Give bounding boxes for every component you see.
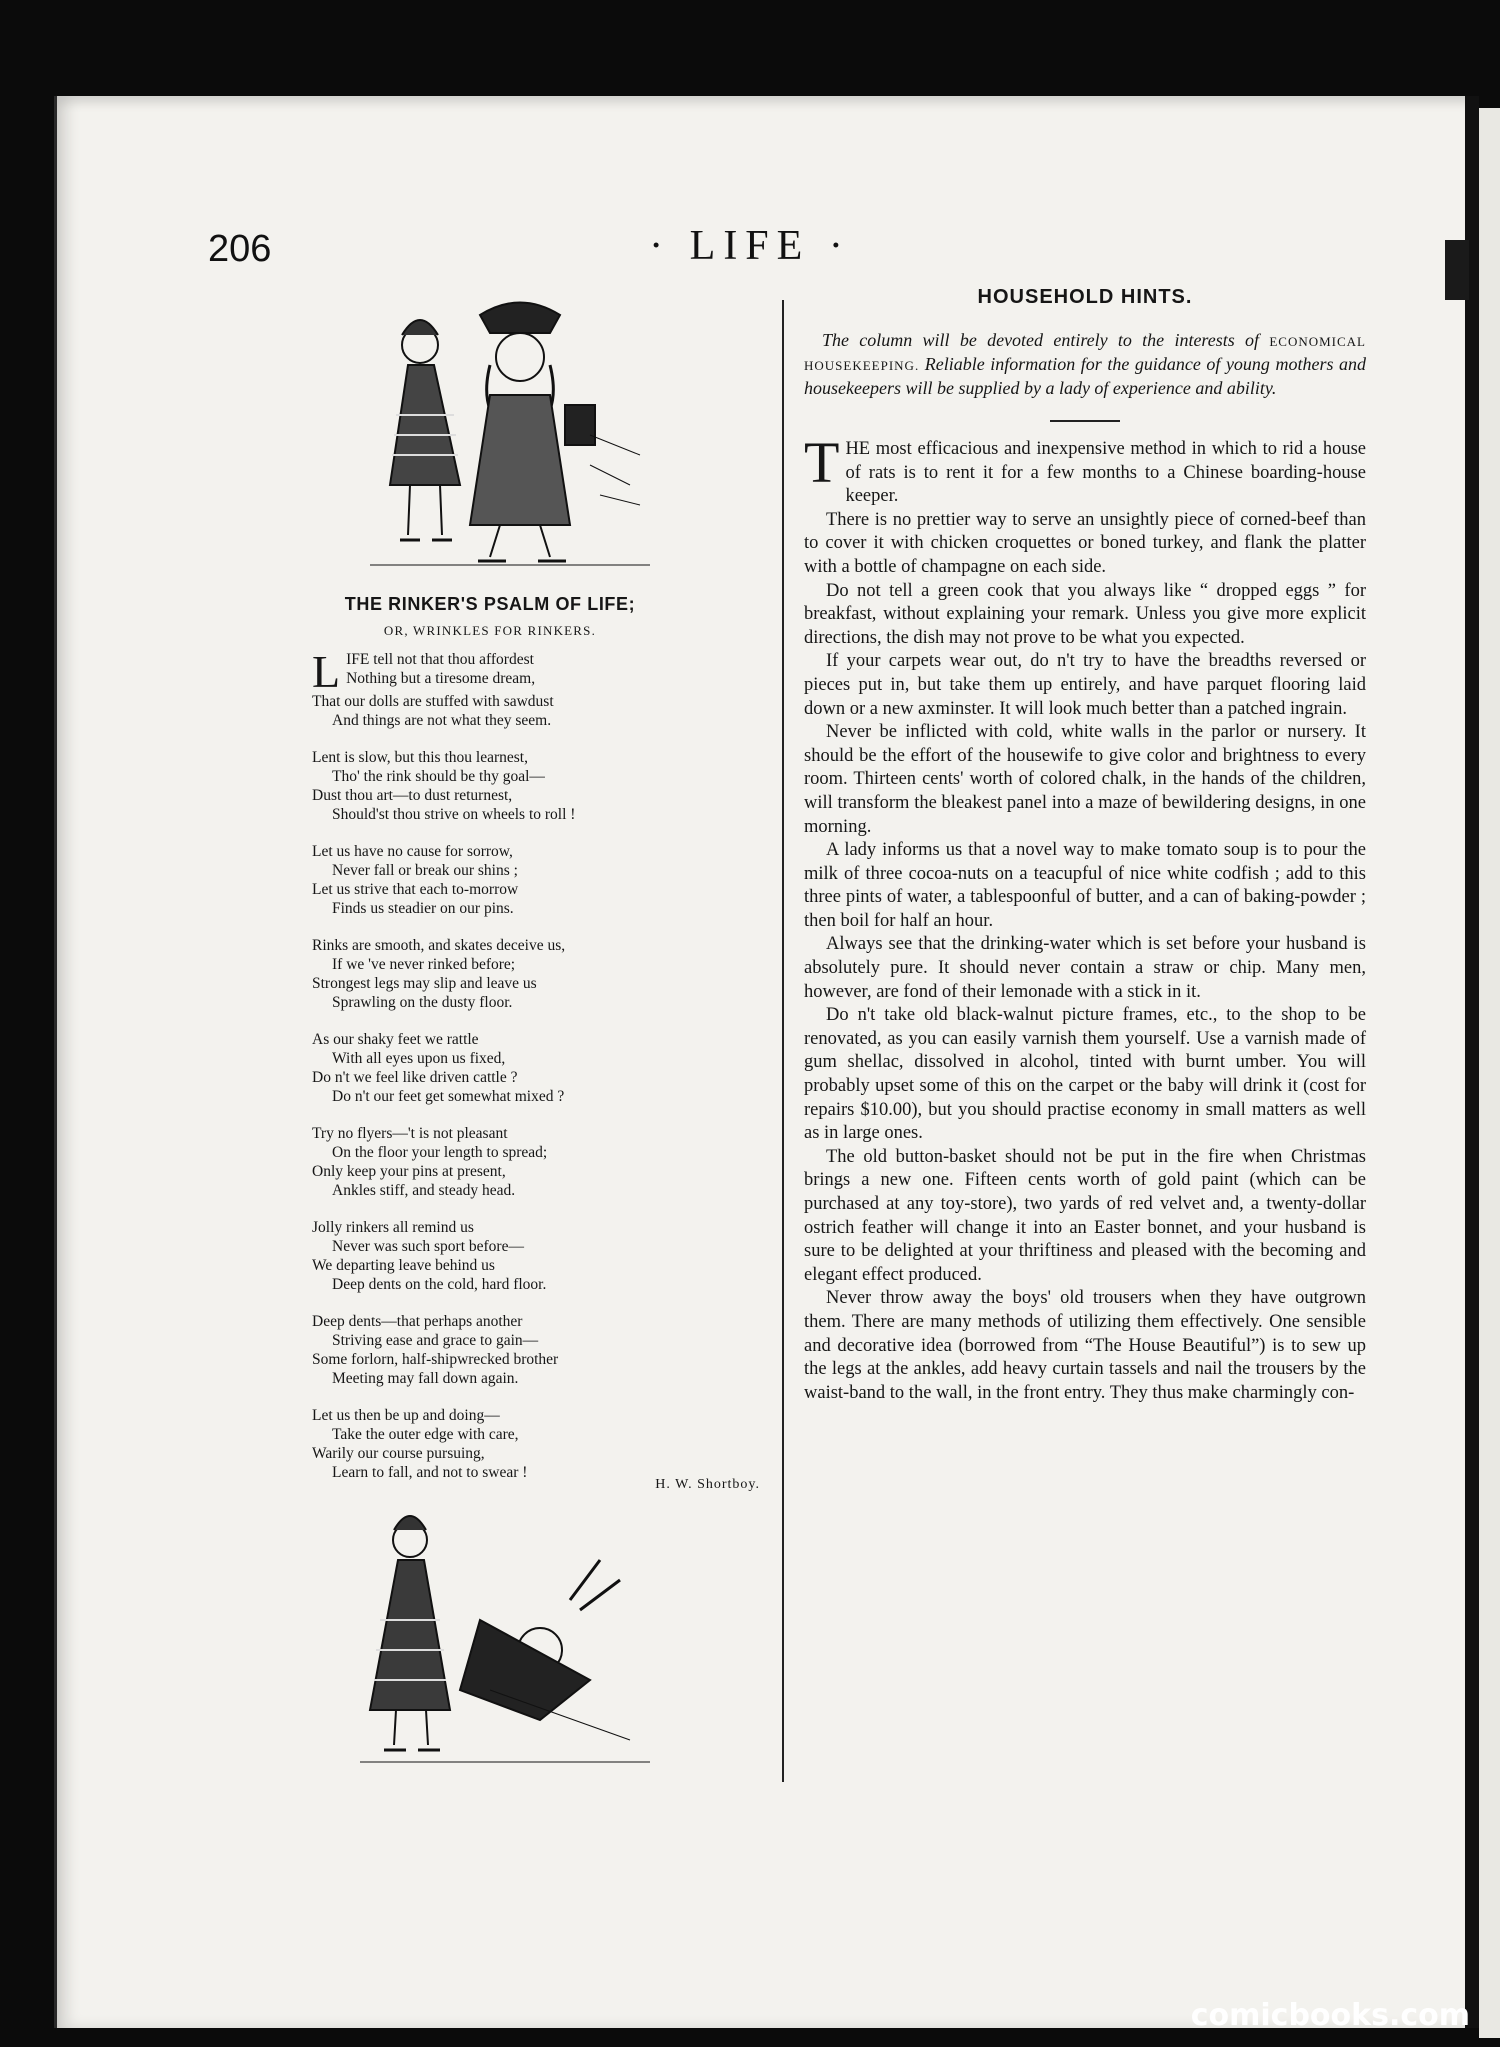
poem-line: Never was such sport before— [332, 1238, 524, 1255]
poem-stanza [312, 936, 772, 1012]
poem-stanza [312, 1312, 772, 1388]
poem-line: That our dolls are stuffed with sawdust [312, 693, 554, 710]
poem-line: As our shaky feet we rattle [312, 1031, 479, 1048]
poem-line: Take the outer edge with care, [332, 1426, 519, 1443]
section-heading: HOUSEHOLD HINTS. [977, 286, 1193, 308]
masthead-title: · LIFE · [649, 223, 851, 269]
article-paragraph: There is no prettier way to serve an unsightly piece of corned-beef than to cover it with chicken croquettes or boned turkey, and flank the platter with a bottle of champagne on each side. [804, 509, 1366, 577]
poem-line: Meeting may fall down again. [332, 1370, 519, 1387]
article-paragraph: Always see that the drinking-water which is set before your husband is absolutely pure. It should never contain a straw or chip. Many men, however, are fond of their lemonade with a stick in it. [804, 934, 1366, 1002]
poem-body [312, 646, 772, 1500]
poem-line: Lent is slow, but this thou learnest, [312, 749, 528, 766]
article-paragraph: Never be inflicted with cold, white walls in the parlor or nursery. It should be the effort of the housewife to give color and brightness to every room. Thirteen cents' worth of colored chalk, in the hands of the children, will transform the bleakest panel into a maze of bewildering designs, in one morning. [804, 722, 1366, 837]
page-number: 206 [208, 228, 272, 270]
poem-line: Sprawling on the dusty floor. [332, 994, 513, 1011]
poem-line: Finds us steadier on our pins. [332, 900, 514, 917]
poem-line: Deep dents—that perhaps another [312, 1313, 523, 1330]
poem-line: If we 've never rinked before; [332, 956, 516, 973]
article-paragraph: If your carpets wear out, do n't try to have the breadths reversed or pieces put in, but take them up entirely, and have parquet flooring laid down or a new axminster. It will look much better than a patched ingrain. [804, 651, 1366, 719]
poem-stanza [312, 1030, 772, 1106]
site-watermark: comicbooks.com [1190, 1998, 1470, 2033]
poem-stanza [312, 748, 772, 824]
poem-line: Never fall or break our shins ; [332, 862, 518, 879]
poem-author-signature: H. W. Shortboy. [655, 1477, 760, 1492]
poem-line: Striving ease and grace to gain— [332, 1332, 539, 1349]
skating-couple-illustration [350, 295, 670, 585]
article-paragraph: A lady informs us that a novel way to make tomato soup is to pour the milk of three cocoa-nuts on a teacupful of nice white codfish ; add to this three pints of water, a tablespoonful of butter, and a can of baking-powder ; then boil for half an hour. [804, 840, 1366, 931]
poem-subtitle: OR, WRINKLES FOR RINKERS. [383, 623, 597, 638]
article-paragraph: The old button-basket should not be put in the fire when Christmas brings a new one. Fifteen cents worth of gold paint (which can be purchased at any toy-store), two yards of red velvet and, a twenty-dollar ostrich feather will change it into an Easter bonnet, and your husband is sure to be delighted at your thriftiness and pleased with the becoming and elegant effect produced. [804, 1146, 1366, 1285]
facing-page-letter-fragment [1445, 240, 1469, 300]
poem-line: Deep dents on the cold, hard floor. [332, 1276, 547, 1293]
binding-gutter [1465, 96, 1479, 2028]
poem-line: We departing leave behind us [312, 1257, 495, 1274]
section-rule [1050, 420, 1120, 422]
drop-cap: L [312, 646, 341, 697]
intro-text: Reliable information for the guidance of young mothers and housekeepers will be supplied by a lady of experience and ability. [804, 354, 1367, 398]
drop-cap: T [804, 430, 840, 495]
poem-line: Let us have no cause for sorrow, [312, 843, 513, 860]
poem-line: Only keep your pins at present, [312, 1163, 506, 1180]
poem-stanza [312, 1218, 772, 1294]
poem-title: THE RINKER'S PSALM OF LIFE; [344, 594, 636, 614]
intro-smallcaps: ECONOMICAL HOUSEKEEPING. [804, 334, 1366, 373]
poem-line: Dust thou art—to dust returnest, [312, 787, 513, 804]
poem-line: IFE tell not that thou affordest [346, 651, 534, 668]
article-paragraph [804, 430, 1366, 509]
household-hints-column [804, 286, 1366, 1405]
poem-line: Rinks are smooth, and skates deceive us, [312, 937, 566, 954]
poem-line: Nothing but a tiresome dream, [346, 670, 536, 687]
poem-line: Try no flyers—'t is not pleasant [312, 1125, 508, 1142]
poem-line: Warily our course pursuing, [312, 1445, 485, 1462]
poem-line: Do n't our feet get somewhat mixed ? [332, 1088, 565, 1105]
paragraph-text: HE most efficacious and inexpensive method in which to rid a house of rats is to rent it for a few months to a Chinese boarding-house keeper. [845, 439, 1366, 507]
poem-line: With all eyes upon us fixed, [332, 1050, 506, 1067]
poem-line: Let us then be up and doing— [312, 1407, 500, 1424]
facing-page-edge [1479, 108, 1500, 2038]
intro-text: The column will be devoted entirely to the interests of [822, 330, 1260, 350]
poem-line: On the floor your length to spread; [332, 1144, 548, 1161]
poem-line: Let us strive that each to-morrow [312, 881, 519, 898]
column-introduction [804, 329, 1366, 400]
poem-line: Learn to fall, and not to swear ! [332, 1464, 528, 1481]
poem-line: Strongest legs may slip and leave us [312, 975, 537, 992]
poem-stanza [312, 842, 772, 918]
article-paragraph: Never throw away the boys' old trousers when they have outgrown them. There are many methods of utilizing them effectively. One sensible and decorative idea (borrowed from “The House Beautiful”) is to sew up the legs at the ankles, add heavy curtain tassels and nail the trousers by the waist-band to the wall, in the front entry. They thus make charmingly con- [804, 1288, 1366, 1403]
poem-stanza [312, 646, 772, 730]
poem-line: Do n't we feel like driven cattle ? [312, 1069, 518, 1086]
poem-line: Jolly rinkers all remind us [312, 1219, 474, 1236]
article-paragraph: Do n't take old black-walnut picture frames, etc., to the shop to be renovated, as you can easily varnish them yourself. Use a varnish made of gum shellac, dissolved in alcohol, tinted with burnt umber. You will probably upset some of this on the carpet or the baby will drink it (cost for repairs $10.00), but you should practise economy in small matters as well as in large ones. [804, 1005, 1366, 1144]
poem-stanza [312, 1124, 772, 1200]
poem-line: Some forlorn, half-shipwrecked brother [312, 1351, 559, 1368]
poem-line: Tho' the rink should be thy goal— [332, 768, 545, 785]
poem-line: And things are not what they seem. [332, 712, 552, 729]
poem-line: Should'st thou strive on wheels to roll ! [332, 806, 576, 823]
poem-stanza [312, 1406, 772, 1482]
column-divider [782, 300, 784, 1782]
poem-line: Ankles stiff, and steady head. [332, 1182, 516, 1199]
fallen-skater-illustration [340, 1500, 670, 1780]
article-paragraph: Do not tell a green cook that you always like “ dropped eggs ” for breakfast, without explaining your remark. Unless you give more explicit directions, the dish may not prove to be what you expected. [804, 580, 1366, 648]
